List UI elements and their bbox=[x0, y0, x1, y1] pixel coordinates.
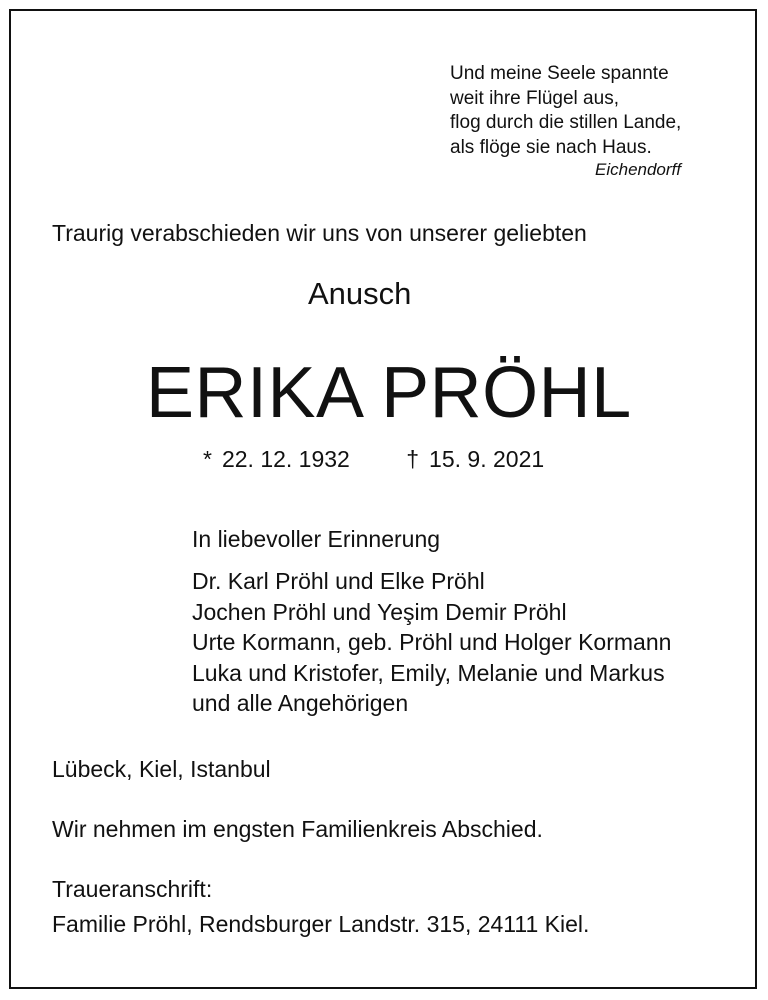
poem-line: als flöge sie nach Haus. bbox=[450, 136, 652, 158]
mourner-line: und alle Angehörigen bbox=[192, 690, 409, 716]
deceased-nickname: Anusch bbox=[308, 276, 412, 311]
mourning-address-label: Traueranschrift: bbox=[52, 876, 213, 902]
poem-author: Eichendorff bbox=[595, 160, 681, 179]
memory-line: In liebevoller Erinnerung bbox=[192, 526, 441, 552]
poem-line: weit ihre Flügel aus, bbox=[450, 87, 619, 109]
birth-symbol: * bbox=[203, 446, 212, 472]
life-dates bbox=[203, 446, 544, 473]
mourner-line: Luka und Kristofer, Emily, Melanie und Markus bbox=[192, 659, 665, 686]
death-symbol: † bbox=[406, 446, 420, 472]
location-text: Lübeck, Kiel, Istanbul bbox=[52, 756, 271, 782]
poem-quote bbox=[450, 62, 681, 160]
mourner-line: Urte Kormann, geb. Pröhl und Holger Kormann bbox=[192, 629, 672, 655]
death-date: 15. 9. 2021 bbox=[429, 446, 545, 472]
mourner-line: Dr. Karl Pröhl und Elke Pröhl bbox=[192, 568, 485, 594]
intro-text: Traurig verabschieden wir uns von unserer geliebten bbox=[52, 220, 587, 246]
deceased-name: ERIKA PRÖHL bbox=[146, 353, 632, 433]
farewell-note: Wir nehmen im engsten Familienkreis Abschied. bbox=[52, 816, 543, 842]
poem-line: Und meine Seele spannte bbox=[450, 63, 669, 84]
poem-line: flog durch die stillen Lande, bbox=[450, 112, 682, 133]
mourner-line: Jochen Pröhl und Yeşim Demir Pröhl bbox=[192, 598, 567, 625]
mourning-address: Familie Pröhl, Rendsburger Landstr. 315, 24111 Kiel. bbox=[52, 911, 590, 937]
birth-date: 22. 12. 1932 bbox=[221, 446, 350, 472]
mourners-list bbox=[192, 566, 671, 719]
